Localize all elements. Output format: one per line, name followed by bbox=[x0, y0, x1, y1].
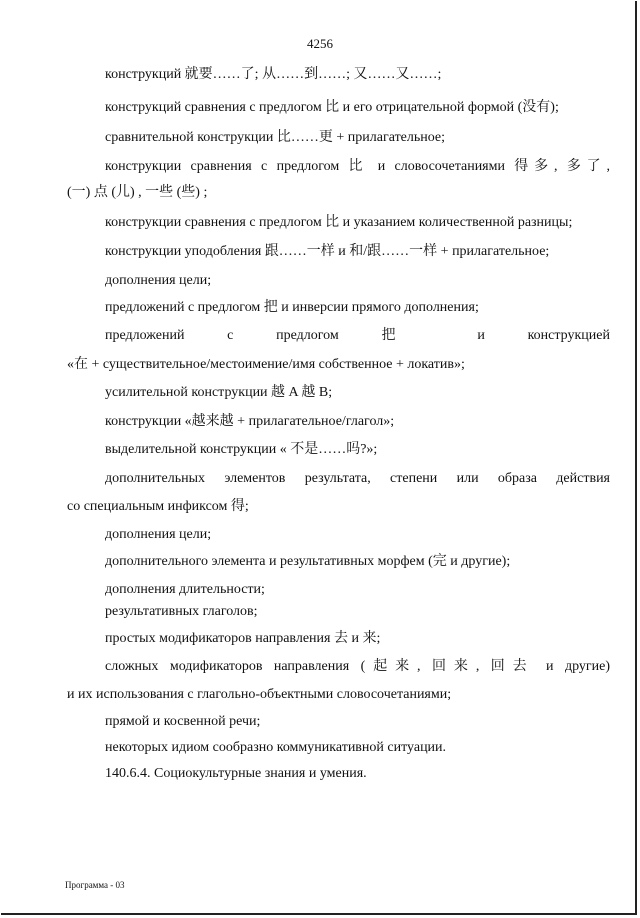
section-heading: 140.6.4. Социокультурные знания и умения. bbox=[105, 766, 367, 781]
text-line: предложений с предлогом 把 и конструкцией bbox=[105, 328, 610, 343]
page-number: 4256 bbox=[307, 36, 333, 51]
text-line: конструкции сравнения с предлогом 比 и словосочетаниями 得多, 多了, bbox=[105, 159, 610, 174]
text-line: конструкции сравнения с предлогом 比 и указанием количественной разницы; bbox=[105, 215, 573, 230]
text-line: конструкции «越来越 + прилагательное/глагол»; bbox=[105, 414, 395, 429]
text-line: результативных глаголов; bbox=[105, 604, 258, 619]
text-line: некоторых идиом сообразно коммуникативной ситуации. bbox=[105, 740, 447, 755]
text-line: дополнения цели; bbox=[105, 273, 212, 288]
text-line: дополнения длительности; bbox=[105, 582, 265, 597]
text-line: дополнительных элементов результата, степени или образа действия bbox=[105, 471, 610, 486]
text-line: дополнения цели; bbox=[105, 527, 212, 542]
text-line: усилительной конструкции 越 A 越 B; bbox=[105, 385, 333, 400]
text-line: конструкции уподобления 跟……一样 и 和/跟……一样 + прилагательное; bbox=[105, 244, 550, 259]
text-line: со специальным инфиксом 得; bbox=[67, 499, 249, 514]
text-line: и их использования с глагольно-объектными словосочетаниями; bbox=[67, 687, 452, 702]
text-line: дополнительного элемента и результативных морфем (完 и другие); bbox=[105, 554, 511, 569]
text-line: «在 + существительное/местоимение/имя собственное + локатив»; bbox=[67, 357, 465, 372]
text-line: сравнительной конструкции 比……更 + прилагательное; bbox=[105, 130, 446, 145]
text-line: выделительной конструкции « 不是……吗?»; bbox=[105, 442, 378, 457]
text-line: простых модификаторов направления 去 и 来; bbox=[105, 631, 381, 646]
text-line: (一) 点 (儿) , 一些 (些) ; bbox=[67, 185, 208, 200]
footer-label: Программа - 03 bbox=[65, 880, 125, 890]
text-line: прямой и косвенной речи; bbox=[105, 714, 261, 729]
text-line: сложных модификаторов направления (起来, 回来, 回去 и другие) bbox=[105, 659, 610, 674]
text-line: конструкций 就要……了; 从……到……; 又……又……; bbox=[105, 67, 442, 82]
text-line: предложений с предлогом 把 и инверсии прямого дополнения; bbox=[105, 300, 479, 315]
text-line: конструкций сравнения с предлогом 比 и его отрицательной формой (没有); bbox=[105, 100, 559, 115]
